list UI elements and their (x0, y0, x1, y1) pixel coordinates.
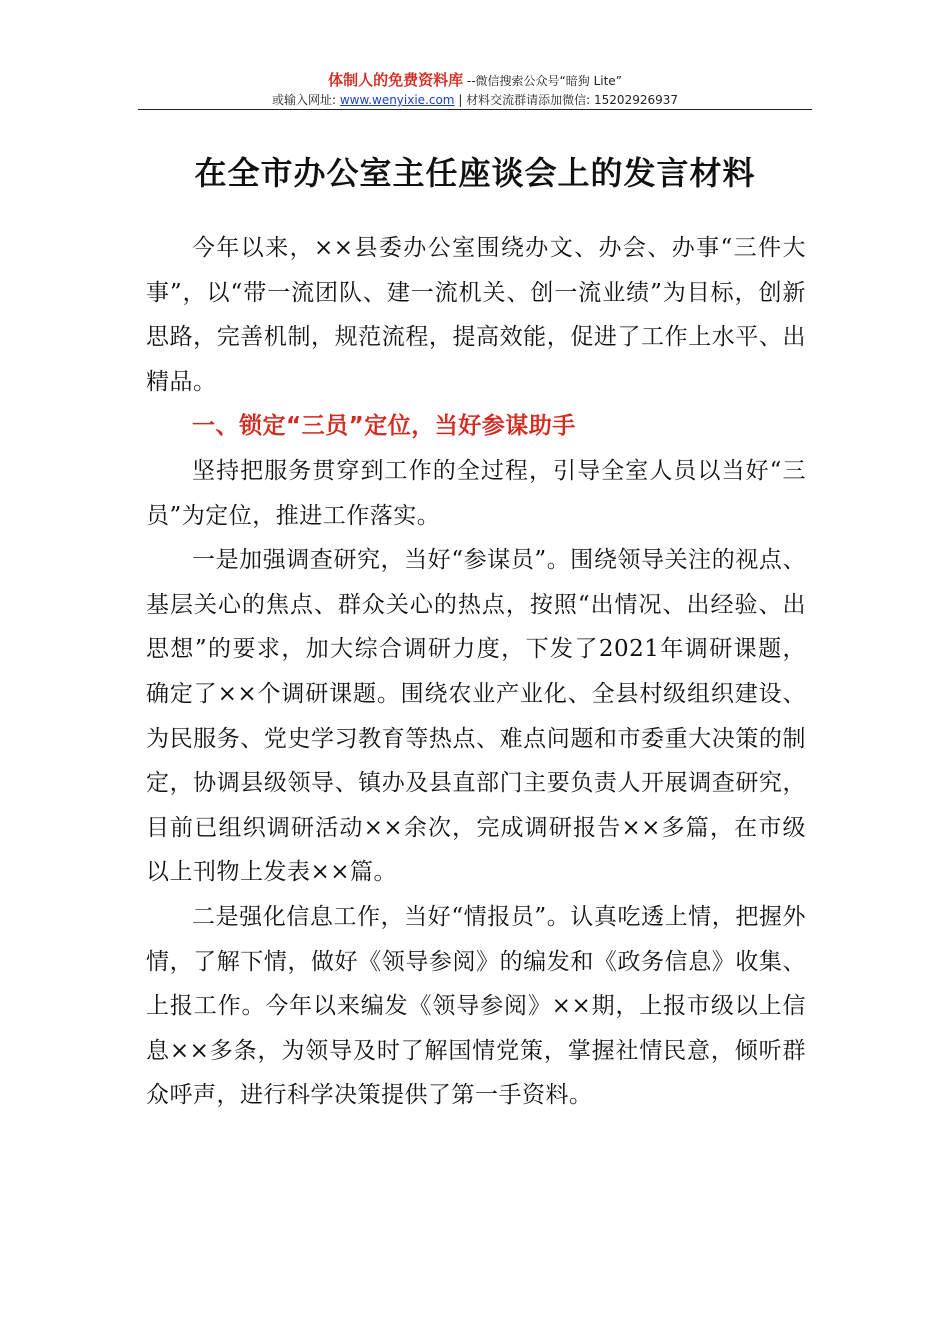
point-two-paragraph: 二是强化信息工作，当好“情报员”。认真吃透上情，把握外情，了解下情，做好《领导参阅》的编发和《政务信息》收集、上报工作。今年以来编发《领导参阅》××期，上报市级以上信息××多条，为领导及时了解国情党策，掌握社情民意，倾听群众呼声，进行科学决策提供了第一手资料。 (146, 903, 806, 1109)
intro-paragraph: 今年以来，××县委办公室围绕办文、办会、办事“三件大事”，以“带一流团队、建一流机关、创一流业绩”为目标，创新思路，完善机制，规范流程，提高效能，促进了工作上水平、出精品。 (146, 235, 806, 395)
header-url-link[interactable]: www.wenyixie.com (339, 93, 455, 107)
header-brand-line (138, 70, 812, 91)
section-heading: 一、锁定“三员”定位，当好参谋助手 (192, 413, 576, 440)
point-one-paragraph: 一是加强调查研究，当好“参谋员”。围绕领导关注的视点、基层关心的焦点、群众关心的热点，按照“出情况、出经验、出思想”的要求，加大综合调研力度，下发了2021年调研课题，确定了××个调研课题。围绕农业产业化、全县村级组织建设、为民服务、党史学习教育等热点、难点问题和市委重大决策的制定，协调县级领导、镇办及县直部门主要负责人开展调查研究，目前已组织调研活动××余次，完成调研报告××多篇，在市级以上刊物上发表××篇。 (146, 547, 806, 886)
header-tagline: --微信搜索公众号“暗狗 Lite” (463, 74, 622, 88)
header-url-prefix: 或输入网址: (271, 93, 340, 107)
document-title: 在全市办公室主任座谈会上的发言材料 (194, 154, 756, 192)
document-body (146, 226, 806, 1118)
header-contact-line (138, 91, 812, 109)
header-divider (138, 109, 812, 110)
header-url-suffix: | 材料交流群请添加微信: 15202926937 (454, 93, 679, 107)
page-header (138, 70, 812, 109)
header-brand: 体制人的免费资料库 (328, 71, 464, 89)
section-lead-paragraph: 坚持把服务贯穿到工作的全过程，引导全室人员以当好“三员”为定位，推进工作落实。 (146, 457, 806, 529)
